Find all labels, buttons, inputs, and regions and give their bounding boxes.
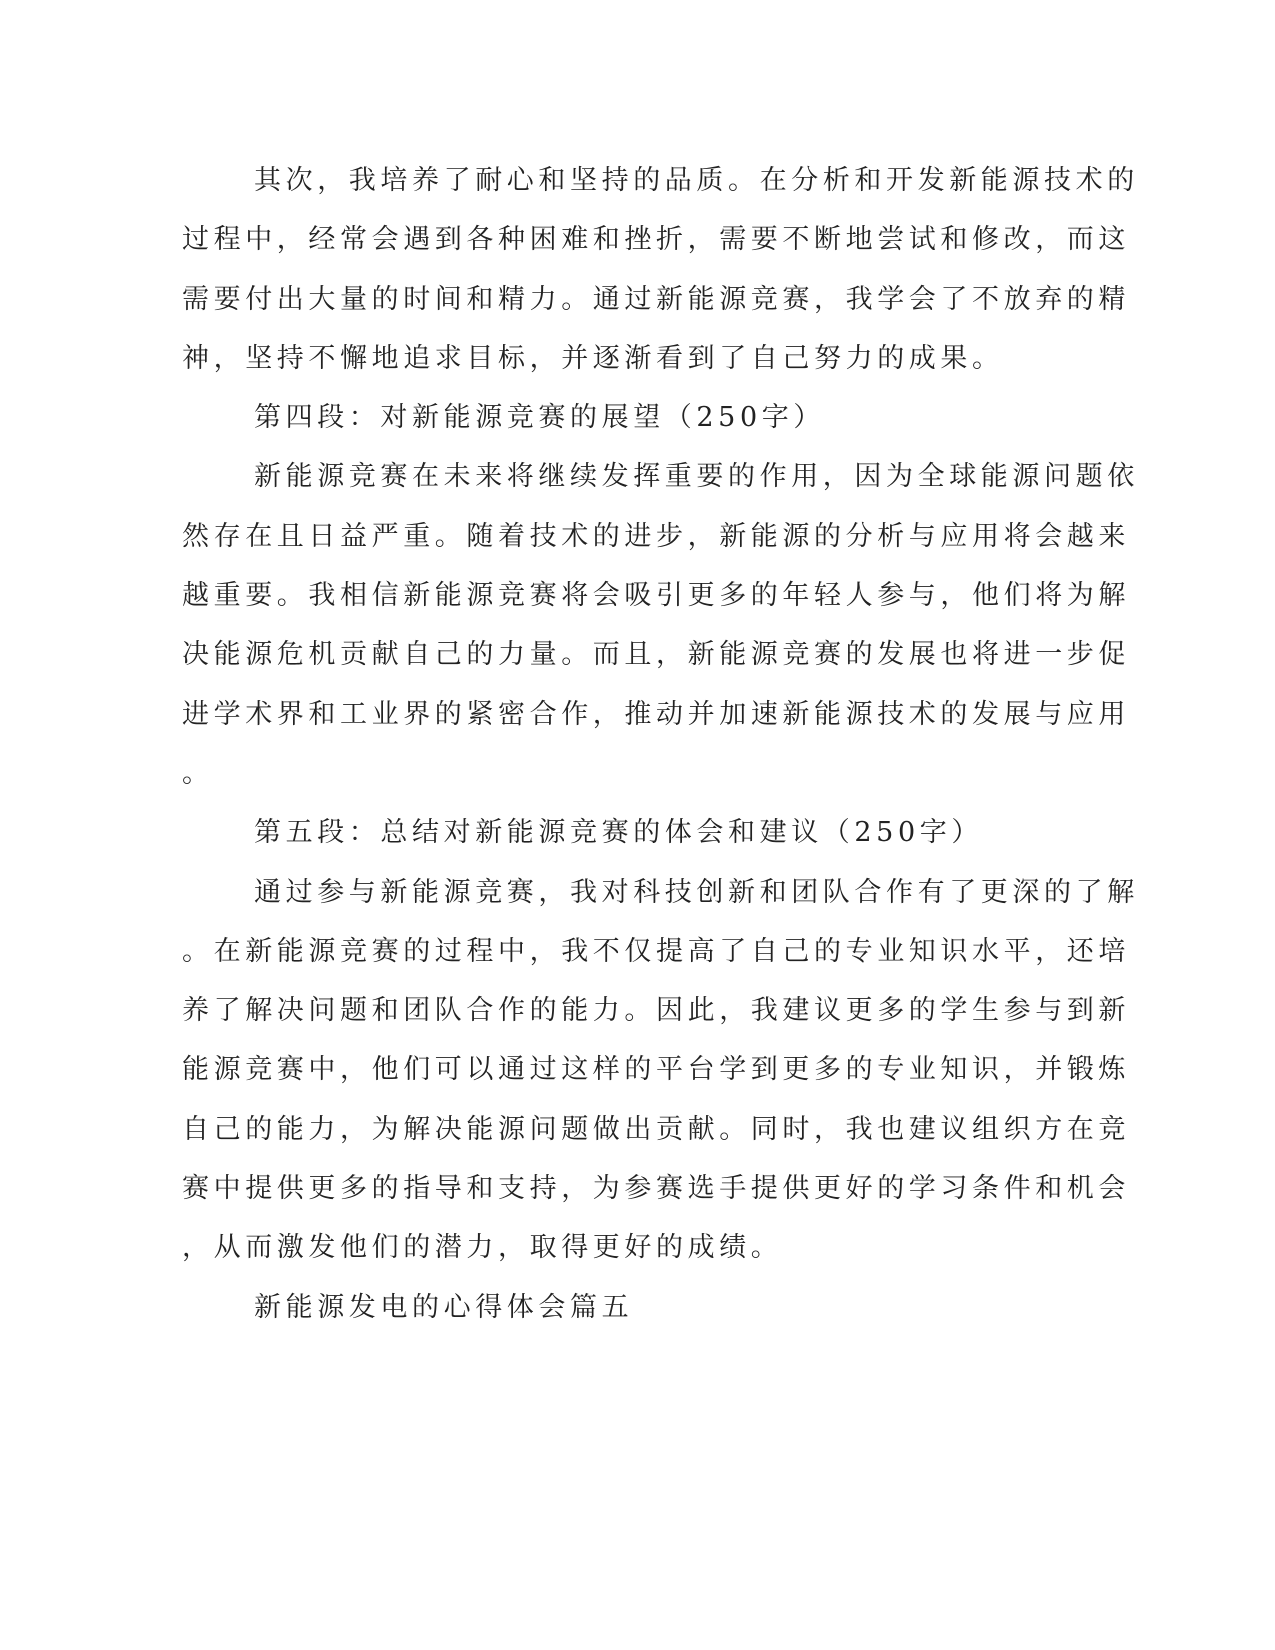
text-line: 过程中，经常会遇到各种困难和挫折，需要不断地尝试和修改，而这 <box>182 224 1130 256</box>
text-line: 新能源竞赛在未来将继续发挥重要的作用，因为全球能源问题依 <box>254 461 1139 493</box>
text-line: 自己的能力，为解决能源问题做出贡献。同时，我也建议组织方在竞 <box>182 1113 1130 1145</box>
text-line: 需要付出大量的时间和精力。通过新能源竞赛，我学会了不放弃的精 <box>182 283 1130 315</box>
text-line: 。 <box>182 757 214 789</box>
document-body <box>182 160 1139 1346</box>
text-line: 第五段：总结对新能源竞赛的体会和建议（250字） <box>254 817 983 849</box>
text-line: 赛中提供更多的指导和支持，为参赛选手提供更好的学习条件和机会 <box>182 1173 1130 1205</box>
text-line: 新能源发电的心得体会篇五 <box>254 1291 634 1323</box>
text-line: 越重要。我相信新能源竞赛将会吸引更多的年轻人参与，他们将为解 <box>182 580 1130 612</box>
text-line: ，从而激发他们的潜力，取得更好的成绩。 <box>182 1232 783 1264</box>
text-line: 其次，我培养了耐心和坚持的品质。在分析和开发新能源技术的 <box>254 165 1139 196</box>
text-line: 养了解决问题和团队合作的能力。因此，我建议更多的学生参与到新 <box>182 995 1130 1027</box>
text-line: 然存在且日益严重。随着技术的进步，新能源的分析与应用将会越来 <box>182 520 1130 552</box>
text-line: 能源竞赛中，他们可以通过这样的平台学到更多的专业知识，并锻炼 <box>182 1054 1130 1086</box>
text-line: 进学术界和工业界的紧密合作，推动并加速新能源技术的发展与应用 <box>182 698 1130 730</box>
text-line: 。在新能源竞赛的过程中，我不仅提高了自己的专业知识水平，还培 <box>182 935 1130 967</box>
text-line: 第四段：对新能源竞赛的展望（250字） <box>254 402 825 434</box>
text-line: 神，坚持不懈地追求目标，并逐渐看到了自己努力的成果。 <box>182 342 1004 374</box>
text-line: 通过参与新能源竞赛，我对科技创新和团队合作有了更深的了解 <box>254 876 1139 908</box>
text-line: 决能源危机贡献自己的力量。而且，新能源竞赛的发展也将进一步促 <box>182 639 1130 671</box>
